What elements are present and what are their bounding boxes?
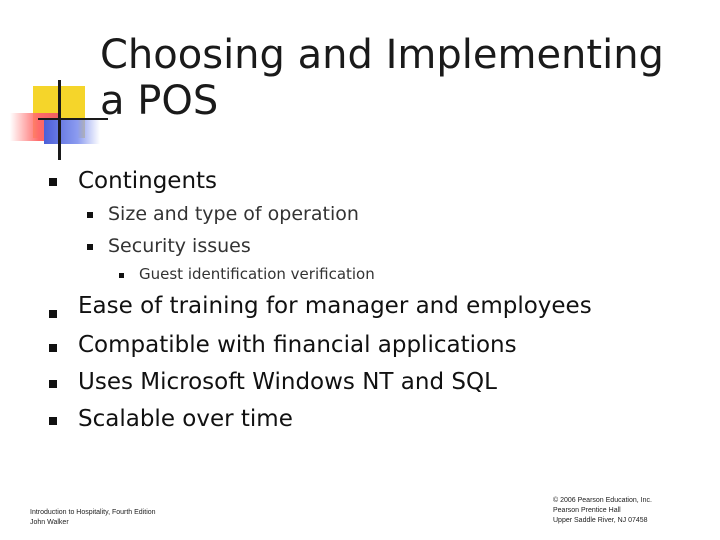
footer-right bbox=[553, 496, 652, 526]
bullet-marker bbox=[49, 417, 57, 425]
bullet-compatible: Compatible with financial applications bbox=[78, 332, 517, 358]
title-line-1: Choosing and Implementing bbox=[100, 32, 664, 78]
bullet-guest-id: Guest identification verification bbox=[139, 265, 375, 283]
bullet-size-type: Size and type of operation bbox=[108, 203, 359, 225]
slide-title bbox=[100, 32, 700, 124]
footer-publisher: Pearson Prentice Hall bbox=[553, 507, 621, 514]
decorative-horizontal-line bbox=[38, 118, 108, 120]
bullet-marker bbox=[49, 310, 57, 318]
bullet-marker bbox=[49, 178, 57, 186]
decorative-vertical-line bbox=[58, 80, 61, 160]
bullet-marker bbox=[49, 380, 57, 388]
footer-book-title: Introduction to Hospitality, Fourth Edition bbox=[30, 509, 156, 516]
bullet-security: Security issues bbox=[108, 235, 251, 257]
bullet-windows-sql: Uses Microsoft Windows NT and SQL bbox=[78, 369, 497, 395]
bullet-ease-training: Ease of training for manager and employees bbox=[78, 293, 592, 319]
bullet-marker bbox=[87, 212, 93, 218]
bullet-marker bbox=[87, 244, 93, 250]
footer-author: John Walker bbox=[30, 519, 69, 526]
bullet-marker bbox=[49, 344, 57, 352]
footer-address: Upper Saddle River, NJ 07458 bbox=[553, 517, 648, 524]
footer-left bbox=[30, 508, 156, 528]
decorative-blue-bar bbox=[44, 118, 100, 144]
bullet-scalable: Scalable over time bbox=[78, 406, 293, 432]
title-line-2: a POS bbox=[100, 78, 219, 124]
bullet-marker bbox=[119, 273, 124, 278]
footer-copyright: © 2006 Pearson Education, Inc. bbox=[553, 497, 652, 504]
bullet-contingents: Contingents bbox=[78, 168, 218, 194]
